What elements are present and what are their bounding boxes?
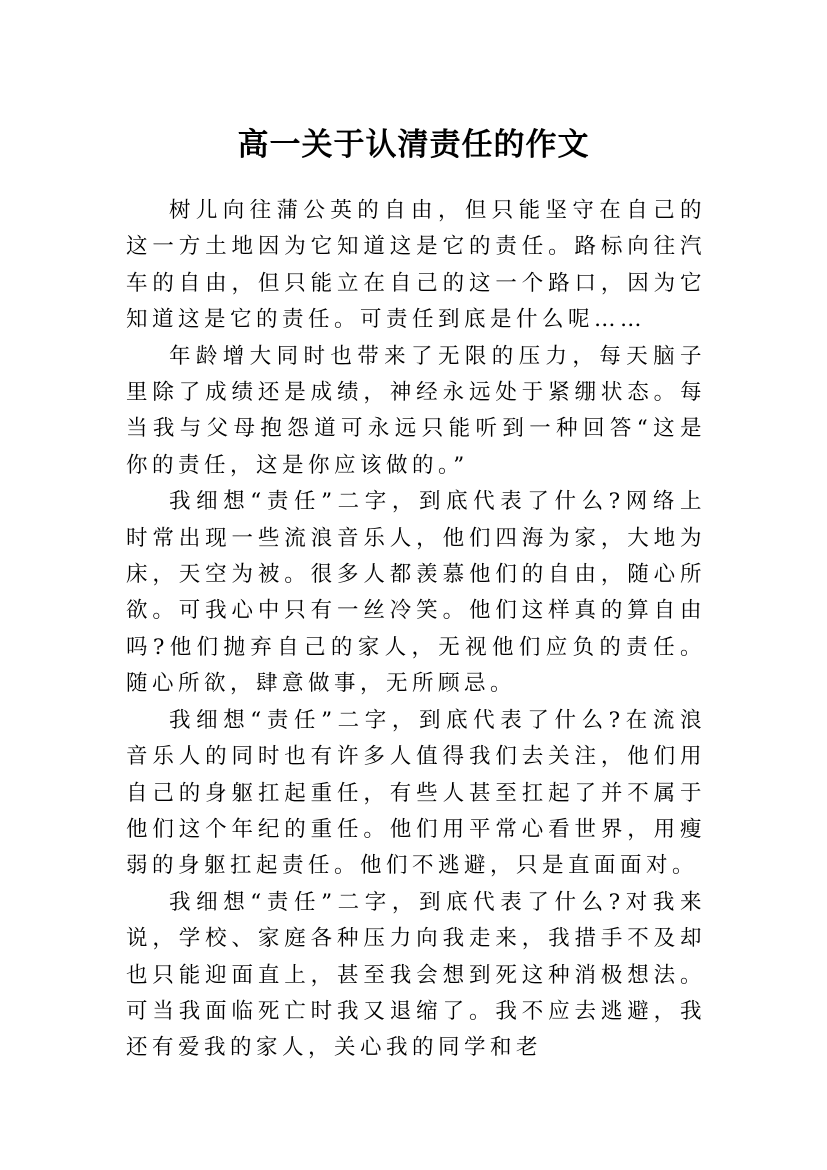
document-body xyxy=(126,193,706,1067)
paragraph-1: 树儿向往蒲公英的自由，但只能坚守在自己的这一方土地因为它知道这是它的责任。路标向往汽车的自由，但只能立在自己的这一个路口，因为它知道这是它的责任。可责任到底是什么呢…… xyxy=(126,198,706,333)
paragraph-2: 年龄增大同时也带来了无限的压力，每天脑子里除了成绩还是成绩，神经永远处于紧绷状态。每当我与父母抱怨道可永远只能听到一种回答“这是你的责任，这是你应该做的。” xyxy=(126,343,706,478)
paragraph-5: 我细想“责任”二字，到底代表了什么?对我来说，学校、家庭各种压力向我走来，我措手不及却也只能迎面直上，甚至我会想到死这种消极想法。可当我面临死亡时我又退缩了。我不应去逃避，我还有爱我的家人，关心我的同学和老 xyxy=(126,889,706,1061)
paragraph-4: 我细想“责任”二字，到底代表了什么?在流浪音乐人的同时也有许多人值得我们去关注，他们用自己的身躯扛起重任，有些人甚至扛起了并不属于他们这个年纪的重任。他们用平常心看世界，用瘦弱的身躯扛起责任。他们不逃避，只是直面面对。 xyxy=(126,707,706,879)
paragraph-3: 我细想“责任”二字，到底代表了什么?网络上时常出现一些流浪音乐人，他们四海为家，大地为床，天空为被。很多人都羡慕他们的自由，随心所欲。可我心中只有一丝冷笑。他们这样真的算自由吗?他们抛弃自己的家人，无视他们应负的责任。随心所欲，肆意做事，无所顾忌。 xyxy=(126,489,706,697)
document-title: 高一关于认清责任的作文 xyxy=(237,126,590,163)
